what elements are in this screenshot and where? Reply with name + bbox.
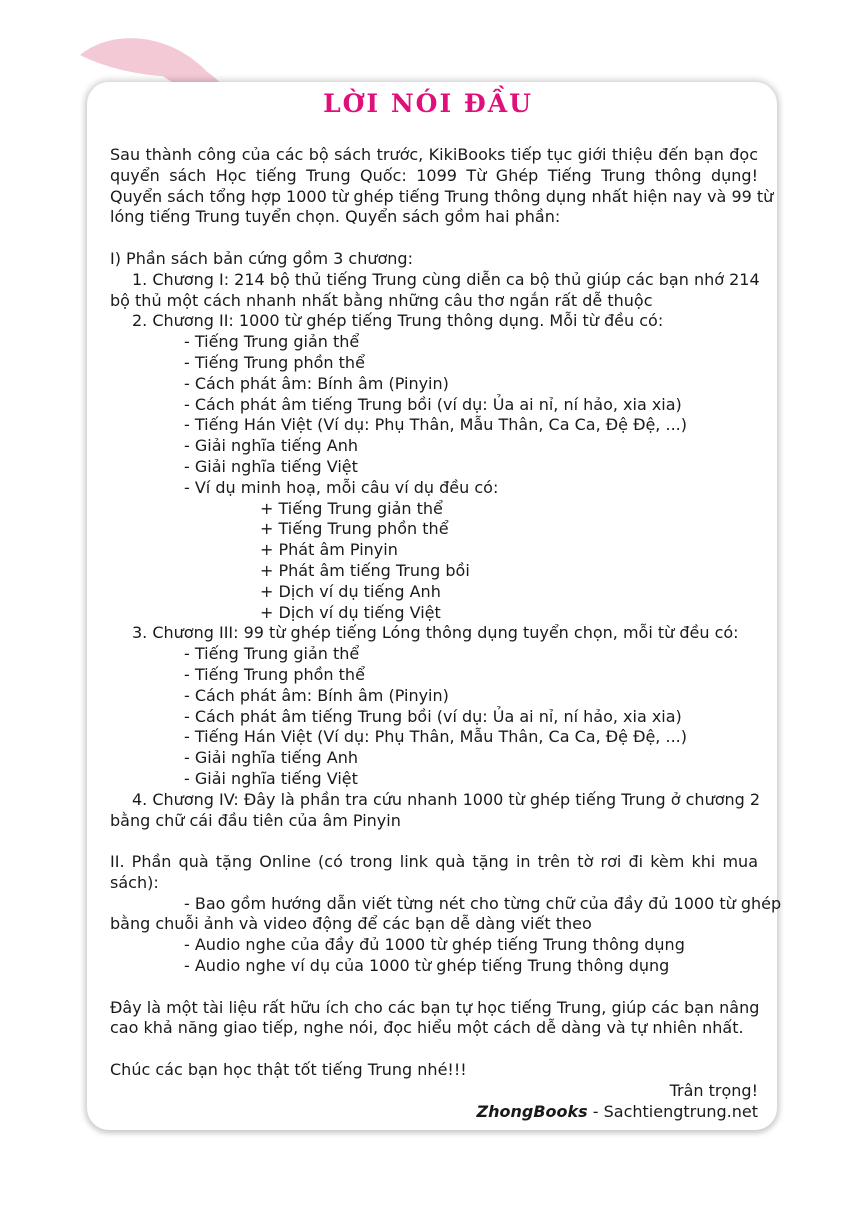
list-item: - Cách phát âm tiếng Trung bồi (ví dụ: Ủa ai nỉ, ní hảo, xia xia) [184, 394, 682, 414]
list-item: - Cách phát âm: Bính âm (Pinyin) [184, 373, 449, 393]
chapter-one-cont: bộ thủ một cách nhanh nhất bằng những câu thơ ngắn rất dễ thuộc [110, 290, 653, 310]
list-item: - Tiếng Trung giản thể [184, 332, 360, 352]
list-item: - Tiếng Trung phồn thể [184, 664, 365, 684]
intro-paragraph [110, 145, 774, 228]
part-one-heading: I) Phần sách bản cứng gồm 3 chương: [110, 248, 413, 268]
text-line: quyển sách Học tiếng Trung Quốc: 1099 Từ Ghép Tiếng Trung thông dụng! [110, 165, 758, 185]
example-item: + Phát âm Pinyin [260, 540, 398, 560]
part-one [110, 248, 761, 831]
closing-wish: Chúc các bạn học thật tốt tiếng Trung nhé!!! [110, 1060, 467, 1080]
text-line: lóng tiếng Trung tuyển chọn. Quyển sách gồm hai phần: [110, 207, 561, 227]
chapter-four-cont: bằng chữ cái đầu tiên của âm Pinyin [110, 810, 401, 830]
chapter-one: 1. Chương I: 214 bộ thủ tiếng Trung cùng diễn ca bộ thủ giúp các bạn nhớ 214 [132, 269, 760, 289]
example-item: + Dịch ví dụ tiếng Anh [260, 581, 441, 601]
gift-item: - Audio nghe ví dụ của 1000 từ ghép tiếng Trung thông dụng [184, 956, 670, 976]
example-item: + Tiếng Trung phồn thể [260, 519, 449, 539]
list-item: - Tiếng Hán Việt (Ví dụ: Phụ Thân, Mẫu Thân, Ca Ca, Đệ Đệ, ...) [184, 727, 687, 747]
example-item: + Tiếng Trung giản thể [260, 498, 443, 518]
text-line: cao khả năng giao tiếp, nghe nói, đọc hiểu một cách dễ dàng và tự nhiên nhất. [110, 1018, 744, 1038]
gift-item: - Bao gồm hướng dẫn viết từng nét cho từng chữ của đầy đủ 1000 từ ghép [184, 893, 782, 913]
list-item: - Tiếng Trung phồn thể [184, 352, 365, 372]
part-two-heading-cont: sách): [110, 872, 159, 892]
chapter-two: 2. Chương II: 1000 từ ghép tiếng Trung thông dụng. Mỗi từ đều có: [132, 311, 664, 331]
example-item: + Dịch ví dụ tiếng Việt [260, 602, 441, 622]
chapter-three: 3. Chương III: 99 từ ghép tiếng Lóng thông dụng tuyển chọn, mỗi từ đều có: [132, 623, 739, 643]
list-item: - Giải nghĩa tiếng Việt [184, 768, 358, 788]
part-two-heading: II. Phần quà tặng Online (có trong link quà tặng in trên tờ rơi đi kèm khi mua [110, 852, 758, 872]
list-item: - Cách phát âm: Bính âm (Pinyin) [184, 685, 449, 705]
list-item: - Giải nghĩa tiếng Anh [184, 436, 358, 456]
list-item: - Ví dụ minh hoạ, mỗi câu ví dụ đều có: [184, 477, 499, 497]
text-line: Sau thành công của các bộ sách trước, KikiBooks tiếp tục giới thiệu đến bạn đọc [110, 145, 758, 164]
regards: Trân trọng! [669, 1080, 758, 1100]
list-item: - Tiếng Hán Việt (Ví dụ: Phụ Thân, Mẫu Thân, Ca Ca, Đệ Đệ, ...) [184, 415, 687, 435]
list-item: - Giải nghĩa tiếng Anh [184, 748, 358, 768]
gift-item: - Audio nghe của đầy đủ 1000 từ ghép tiếng Trung thông dụng [184, 935, 685, 955]
signature-separator: - [587, 1101, 604, 1121]
example-item: + Phát âm tiếng Trung bồi [260, 560, 470, 580]
list-item: - Tiếng Trung giản thể [184, 644, 360, 664]
text-line: Quyển sách tổng hợp 1000 từ ghép tiếng Trung thông dụng nhất hiện nay và 99 từ [110, 186, 774, 206]
page-title: LỜI NÓI ĐẦU [323, 89, 533, 118]
chapter-four: 4. Chương IV: Đây là phần tra cứu nhanh 1000 từ ghép tiếng Trung ở chương 2 [132, 789, 761, 809]
conclusion-paragraph [110, 998, 758, 1040]
document-body [110, 145, 782, 1122]
part-two [110, 852, 782, 977]
website-name: Sachtiengtrung.net [603, 1101, 758, 1121]
list-item: - Cách phát âm tiếng Trung bồi (ví dụ: Ủa ai nỉ, ní hảo, xia xia) [184, 706, 682, 726]
brand-name: ZhongBooks [476, 1101, 588, 1121]
list-item: - Giải nghĩa tiếng Việt [184, 456, 358, 476]
text-line: Đây là một tài liệu rất hữu ích cho các bạn tự học tiếng Trung, giúp các bạn nâng [110, 997, 760, 1017]
gift-item-cont: bằng chuỗi ảnh và video động để các bạn dễ dàng viết theo [110, 914, 592, 934]
signature [110, 1102, 758, 1123]
